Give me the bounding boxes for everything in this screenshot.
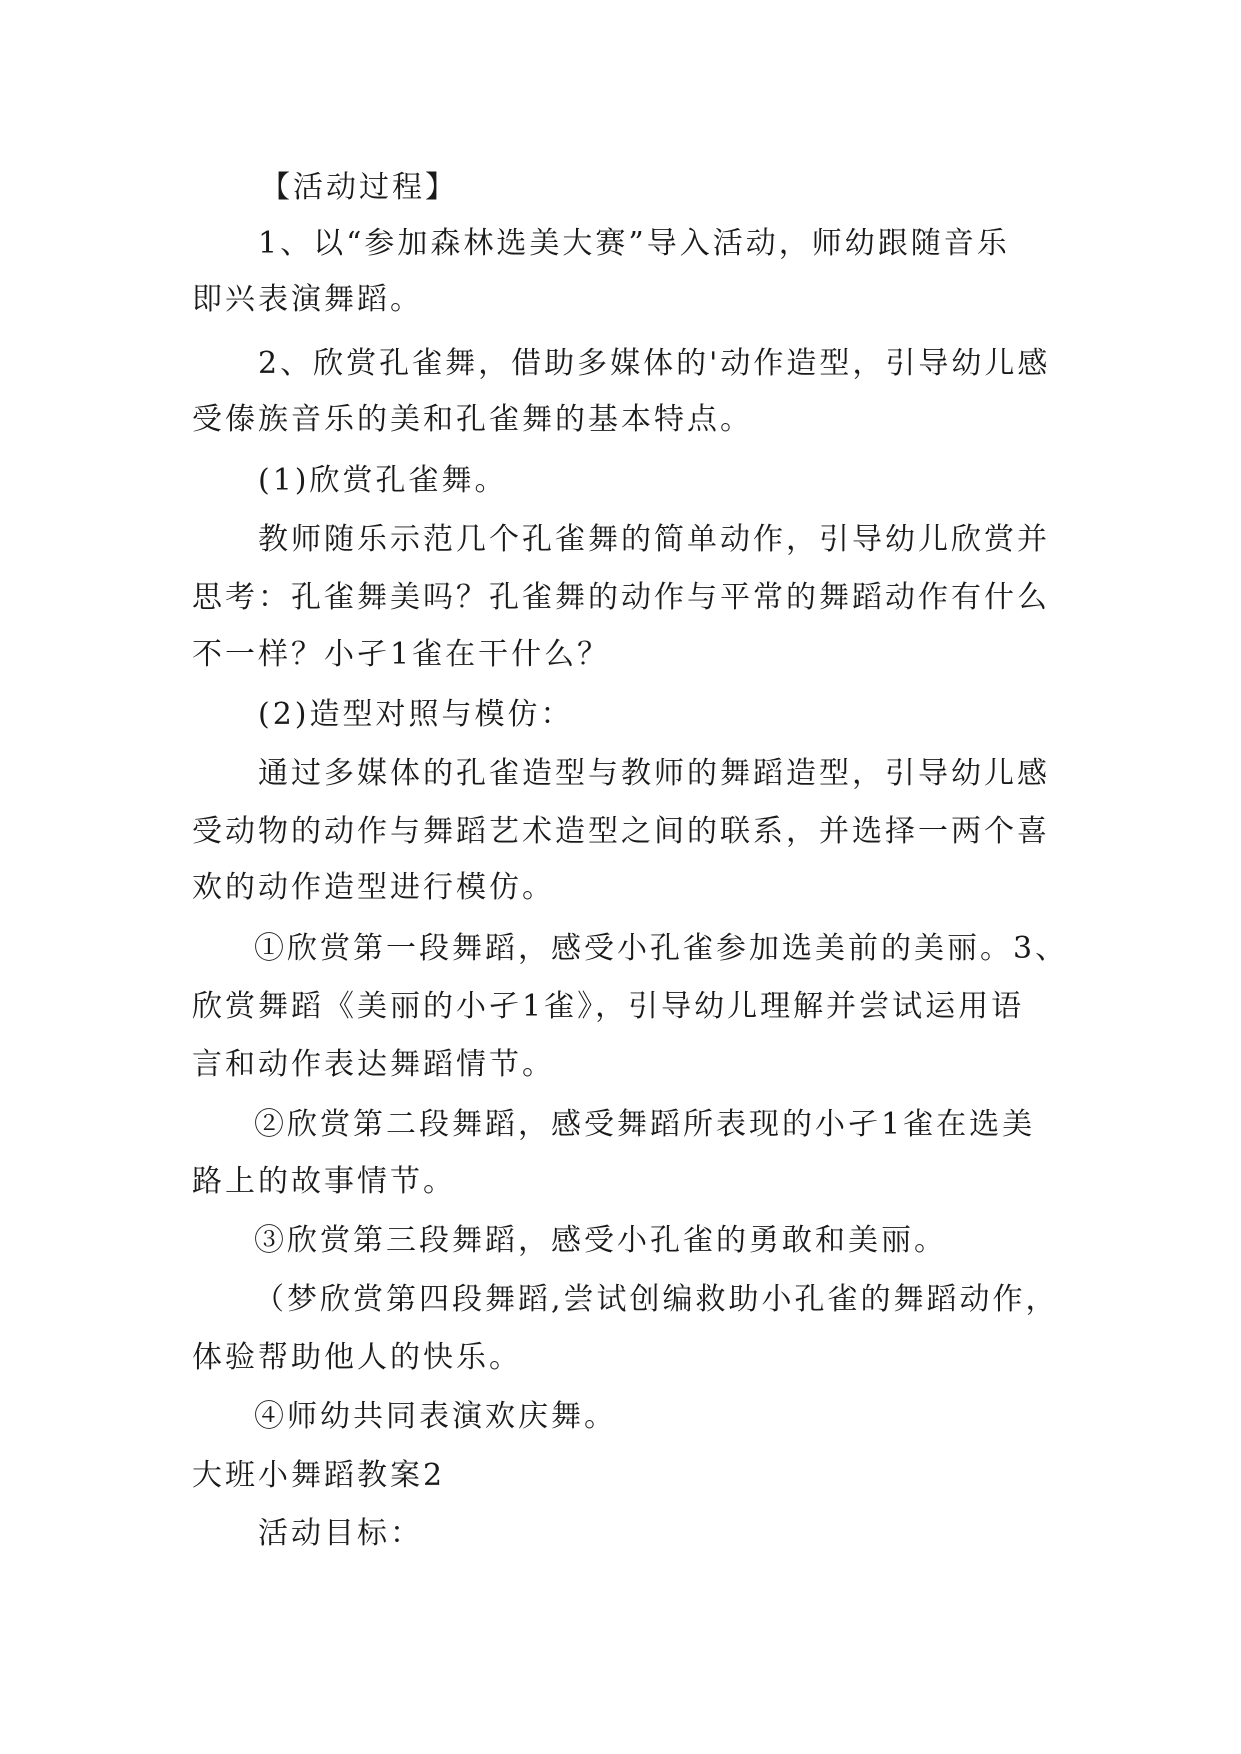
paragraph-line: 受傣族音乐的美和孔雀舞的基本特点。	[192, 402, 753, 437]
paragraph-line: 1、以“参加森林选美大赛”导入活动，师幼跟随音乐	[258, 226, 1010, 261]
paragraph-line: ④师幼共同表演欢庆舞。	[254, 1399, 617, 1434]
paragraph-line: 欢的动作造型进行模仿。	[192, 870, 555, 905]
paragraph-line: (2)造型对照与模仿：	[258, 697, 574, 732]
paragraph-line: (1)欣赏孔雀舞。	[258, 463, 508, 498]
paragraph-line: ①欣赏第一段舞蹈，感受小孔雀参加选美前的美丽。3、	[254, 931, 1069, 966]
paragraph-line: （梦欣赏第四段舞蹈,尝试创编救助小孔雀的舞蹈动作，	[254, 1282, 1059, 1317]
section-heading: 【活动过程】	[260, 170, 458, 205]
paragraph-line: 通过多媒体的孔雀造型与教师的舞蹈造型，引导幼儿感	[258, 756, 1050, 791]
paragraph-line: ②欣赏第二段舞蹈，感受舞蹈所表现的小孑1雀在选美	[254, 1107, 1036, 1142]
paragraph-line: 受动物的动作与舞蹈艺术造型之间的联系，并选择一两个喜	[192, 814, 1050, 849]
paragraph-line: 教师随乐示范几个孔雀舞的简单动作，引导幼儿欣赏并	[258, 522, 1050, 557]
paragraph-line: 即兴表演舞蹈。	[192, 282, 423, 317]
paragraph-line: 欣赏舞蹈《美丽的小孑1雀》，引导幼儿理解并尝试运用语	[192, 989, 1025, 1024]
paragraph-line: 言和动作表达舞蹈情节。	[192, 1047, 555, 1082]
paragraph-line: 体验帮助他人的快乐。	[192, 1340, 522, 1375]
paragraph-line: 思考：孔雀舞美吗？孔雀舞的动作与平常的舞蹈动作有什么	[192, 580, 1050, 615]
section-title: 大班小舞蹈教案2	[192, 1458, 446, 1493]
paragraph-line: 2、欣赏孔雀舞，借助多媒体的'动作造型，引导幼儿感	[258, 346, 1051, 381]
paragraph-line: 活动目标：	[258, 1516, 423, 1551]
paragraph-line: ③欣赏第三段舞蹈，感受小孔雀的勇敢和美丽。	[254, 1223, 947, 1258]
paragraph-line: 不一样？小孑1雀在干什么？	[192, 637, 611, 672]
paragraph-line: 路上的故事情节。	[192, 1164, 456, 1199]
